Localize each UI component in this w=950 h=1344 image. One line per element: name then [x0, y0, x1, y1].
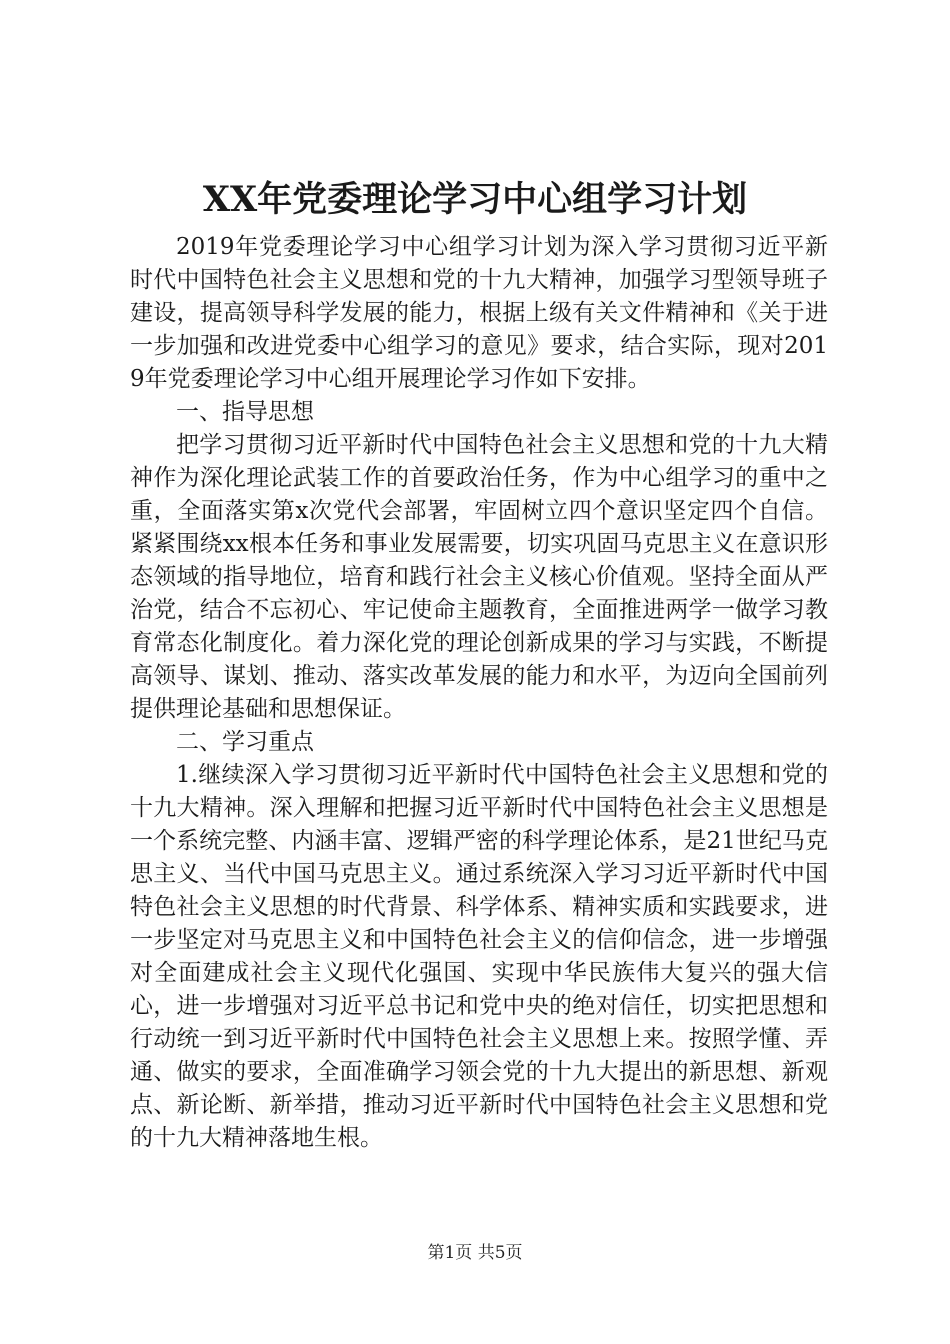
page-number: 第1页 共5页: [427, 1243, 523, 1263]
section-heading-guiding-ideology: 一、指导思想: [176, 399, 314, 425]
study-focus-item-1: 1.继续深入学习贯彻习近平新时代中国特色社会主义思想和党的十九大精神。深入理解和把握习近平新时代中国特色社会主义思想是一个系统完整、内涵丰富、逻辑严密的科学理论体系，是21世纪马克思主义、当代中国马克思主义。通过系统深入学习习近平新时代中国特色社会主义思想的时代背景、科学体系、精神实质和实践要求，进一步坚定对马克思主义和中国特色社会主义的信仰信念，进一步增强对全面建成社会主义现代化强国、实现中华民族伟大复兴的强大信心，进一步增强对习近平总书记和党中央的绝对信任，切实把思想和行动统一到习近平新时代中国特色社会主义思想上来。按照学懂、弄通、做实的要求，全面准确学习领会党的十九大提出的新思想、新观点、新论断、新举措，推动习近平新时代中国特色社会主义思想和党的十九大精神落地生根。: [130, 762, 828, 1151]
intro-paragraph: 2019年党委理论学习中心组学习计划为深入学习贯彻习近平新时代中国特色社会主义思想和党的十九大精神，加强学习型领导班子建设，提高领导科学发展的能力，根据上级有关文件精神和《关于进一步加强和改进党委中心组学习的意见》要求，结合实际，现对2019年党委理论学习中心组开展理论学习作如下安排。: [130, 234, 828, 392]
document-body: [130, 231, 828, 1155]
document-title: XX年党委理论学习中心组学习计划: [202, 179, 748, 220]
section-heading-study-focus: 二、学习重点: [176, 729, 314, 755]
guiding-ideology-paragraph: 把学习贯彻习近平新时代中国特色社会主义思想和党的十九大精神作为深化理论武装工作的首要政治任务，作为中心组学习的重中之重，全面落实第x次党代会部署，牢固树立四个意识坚定四个自信。紧紧围绕xx根本任务和事业发展需要，切实巩固马克思主义在意识形态领域的指导地位，培育和践行社会主义核心价值观。坚持全面从严治党，结合不忘初心、牢记使命主题教育，全面推进两学一做学习教育常态化制度化。着力深化党的理论创新成果的学习与实践，不断提高领导、谋划、推动、落实改革发展的能力和水平，为迈向全国前列提供理论基础和思想保证。: [130, 432, 828, 722]
